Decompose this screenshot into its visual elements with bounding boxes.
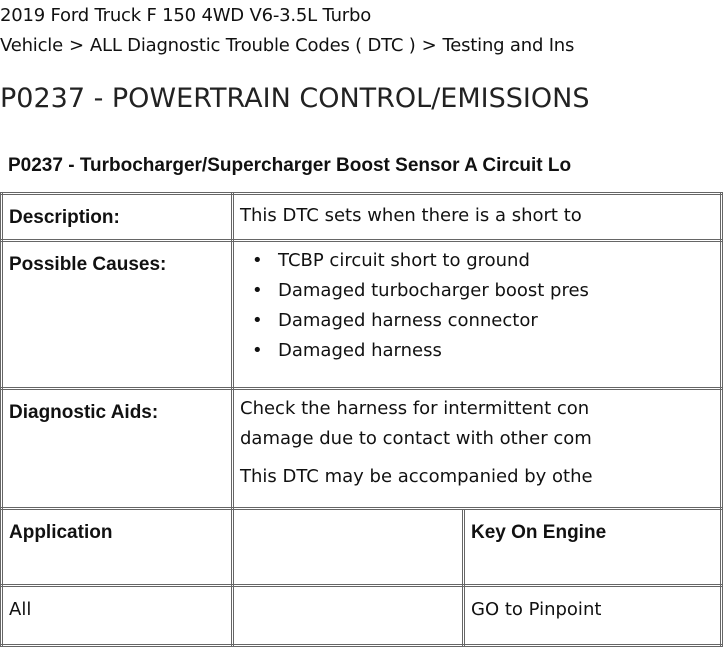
breadcrumb-item-testing[interactable]: Testing and Ins bbox=[442, 35, 575, 56]
list-item bbox=[252, 276, 714, 306]
vehicle-title: 2019 Ford Truck F 150 4WD V6-3.5L Turbo bbox=[0, 5, 372, 26]
diagnostic-aids-text: damage due to contact with other com bbox=[240, 428, 592, 449]
description-value: This DTC sets when there is a short to bbox=[240, 205, 582, 226]
bullet-icon: • bbox=[252, 340, 263, 361]
breadcrumb-item-vehicle[interactable]: Vehicle bbox=[0, 35, 63, 56]
key-on-header-cell bbox=[464, 509, 722, 586]
all-action-cell bbox=[464, 586, 722, 646]
dtc-table bbox=[0, 192, 723, 647]
cause-text: TCBP circuit short to ground bbox=[278, 250, 530, 271]
possible-causes-list bbox=[240, 246, 714, 366]
table-row-description bbox=[2, 194, 722, 241]
application-header: Application bbox=[9, 522, 113, 543]
cause-text: Damaged turbocharger boost pres bbox=[278, 280, 589, 301]
diagnostic-aids-cell bbox=[233, 389, 722, 509]
breadcrumb bbox=[0, 35, 574, 56]
diagnostic-aids-label: Diagnostic Aids: bbox=[9, 402, 159, 423]
cause-text: Damaged harness bbox=[278, 340, 442, 361]
description-label: Description: bbox=[9, 207, 120, 228]
breadcrumb-separator: > bbox=[68, 35, 84, 56]
diagnostic-aids-text: Check the harness for intermittent con bbox=[240, 398, 590, 419]
all-label: All bbox=[9, 599, 32, 620]
breadcrumb-item-dtc[interactable]: ALL Diagnostic Trouble Codes ( DTC ) bbox=[89, 35, 416, 56]
list-item bbox=[252, 306, 714, 336]
page-title: P0237 - POWERTRAIN CONTROL/EMISSIONS bbox=[0, 83, 590, 114]
description-label-cell bbox=[2, 194, 233, 241]
bullet-icon: • bbox=[252, 310, 263, 331]
all-label-cell bbox=[2, 586, 233, 646]
bullet-icon: • bbox=[252, 280, 263, 301]
table-row-possible-causes bbox=[2, 241, 722, 389]
diagnostic-aids-label-cell bbox=[2, 389, 233, 509]
diagnostic-aids-note: This DTC may be accompanied by othe bbox=[240, 466, 593, 487]
possible-causes-label: Possible Causes: bbox=[9, 254, 167, 275]
table-row-application-header bbox=[2, 509, 722, 586]
description-value-cell bbox=[233, 194, 722, 241]
breadcrumb-separator: > bbox=[421, 35, 437, 56]
application-middle-header-cell bbox=[233, 509, 464, 586]
key-on-engine-header: Key On Engine bbox=[471, 522, 607, 543]
section-title: P0237 - Turbocharger/Supercharger Boost Sensor A Circuit Lo bbox=[8, 155, 572, 176]
possible-causes-cell bbox=[233, 241, 722, 389]
table-row-all bbox=[2, 586, 722, 646]
possible-causes-label-cell bbox=[2, 241, 233, 389]
all-middle-cell bbox=[233, 586, 464, 646]
bullet-icon: • bbox=[252, 250, 263, 271]
list-item bbox=[252, 246, 714, 276]
application-header-cell bbox=[2, 509, 233, 586]
table-row-diagnostic-aids bbox=[2, 389, 722, 509]
list-item bbox=[252, 336, 714, 366]
pinpoint-link[interactable]: GO to Pinpoint bbox=[471, 599, 602, 620]
cause-text: Damaged harness connector bbox=[278, 310, 538, 331]
